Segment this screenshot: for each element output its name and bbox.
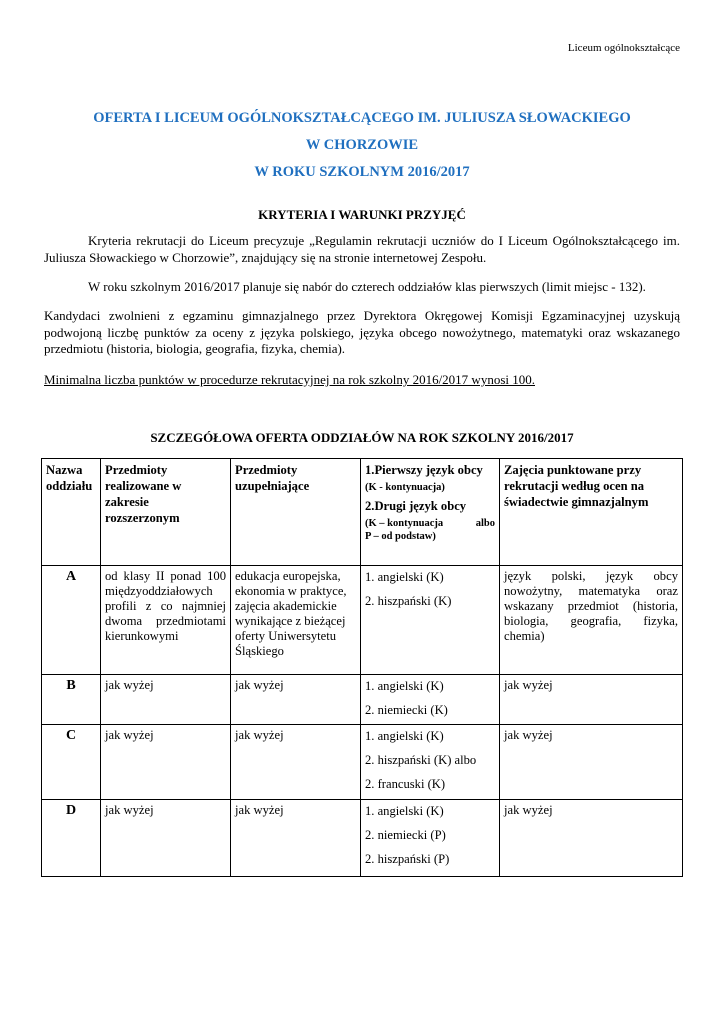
- header-lang2: 2.Drugi język obcy: [365, 499, 467, 513]
- row-name: A: [42, 566, 101, 675]
- table-row: [42, 675, 683, 725]
- language-item: 2. niemiecki (P): [365, 828, 446, 842]
- language-item: 1. angielski (K): [365, 570, 444, 584]
- table-header-row: [42, 459, 683, 566]
- row-scored: jak wyżej: [500, 800, 683, 877]
- row-extended: jak wyżej: [101, 725, 231, 800]
- row-extended: jak wyżej: [101, 800, 231, 877]
- header-lang2-note-a: (K – kontynuacja: [365, 518, 444, 529]
- table-row: [42, 800, 683, 877]
- document-title-line-3: W ROKU SZKOLNYM 2016/2017: [254, 164, 470, 180]
- row-name: C: [42, 725, 101, 800]
- row-supplementary: jak wyżej: [231, 675, 361, 725]
- row-supplementary: edukacja europejska, ekonomia w praktyce, zajęcia akademickie wynikające z bieżącej oferty Uniwersytetu Śląskiego: [231, 566, 361, 675]
- document-title-line-2: W CHORZOWIE: [305, 137, 419, 153]
- language-item: 2. francuski (K): [365, 777, 446, 791]
- running-header: Liceum ogólnokształcące: [567, 42, 680, 54]
- header-lang2-note: [365, 517, 495, 530]
- header-languages: [361, 459, 500, 566]
- row-scored: jak wyżej: [500, 675, 683, 725]
- language-item: 2. niemiecki (K): [365, 703, 448, 717]
- header-extended: Przedmioty realizowane w zakresie rozszerzonym: [101, 459, 231, 566]
- header-lang2-note-c: P – od podstaw): [365, 531, 436, 542]
- row-languages: [361, 566, 500, 675]
- language-item: 1. angielski (K): [365, 729, 444, 743]
- table-row: [42, 566, 683, 675]
- header-lang1: 1.Pierwszy język obcy: [365, 463, 483, 477]
- minimum-points-note: Minimalna liczba punktów w procedurze rekrutacyjnej na rok szkolny 2016/2017 wynosi 100.: [44, 372, 535, 387]
- row-languages: [361, 725, 500, 800]
- criteria-paragraph-3: Kandydaci zwolnieni z egzaminu gimnazjalnego przez Dyrektora Okręgowej Komisji Egzaminacyjnej uzyskują podwojoną liczbę punktów za oceny z języka polskiego, języka obcego nowożytnego, matematyki oraz wskazanego przedmiotu (historia, biologia, geografia, fizyka, chemia).: [44, 308, 680, 356]
- language-item: 1. angielski (K): [365, 804, 444, 818]
- language-item: 1. angielski (K): [365, 679, 444, 693]
- document-title-line-1: OFERTA I LICEUM OGÓLNOKSZTAŁCĄCEGO IM. JULIUSZA SŁOWACKIEGO: [93, 110, 631, 126]
- row-scored: jak wyżej: [500, 725, 683, 800]
- offer-table: [41, 458, 683, 877]
- language-item: 2. hiszpański (P): [365, 852, 450, 866]
- header-lang1-note: (K - kontynuacja): [365, 482, 445, 493]
- row-supplementary: jak wyżej: [231, 725, 361, 800]
- language-item: 2. hiszpański (K): [365, 594, 452, 608]
- row-extended: od klasy II ponad 100 międzyoddziałowych profili z co najmniej dwoma przedmiotami kierunkowymi: [101, 566, 231, 675]
- offer-heading: SZCZEGÓŁOWA OFERTA ODDZIAŁÓW NA ROK SZKOLNY 2016/2017: [150, 430, 574, 445]
- row-languages: [361, 675, 500, 725]
- header-scored: Zajęcia punktowane przy rekrutacji według ocen na świadectwie gimnazjalnym: [500, 459, 683, 566]
- language-item: 2. hiszpański (K) albo: [365, 753, 477, 767]
- row-languages: [361, 800, 500, 877]
- row-name: B: [42, 675, 101, 725]
- criteria-paragraph-1: Kryteria rekrutacji do Liceum precyzuje „Regulamin rekrutacji uczniów do I Liceum Ogólnokształcącego im. Juliusza Słowackiego w Chorzowie”, znajdujący się na stronie internetowej Zespołu.: [44, 233, 680, 265]
- table-row: [42, 725, 683, 800]
- criteria-paragraph-2: W roku szkolnym 2016/2017 planuje się nabór do czterech oddziałów klas pierwszych (limit miejsc - 132).: [88, 279, 646, 294]
- header-lang2-note-b: albo: [475, 518, 495, 529]
- row-extended: jak wyżej: [101, 675, 231, 725]
- row-name: D: [42, 800, 101, 877]
- header-name: Nazwa oddziału: [42, 459, 101, 566]
- header-supplementary: Przedmioty uzupełniające: [231, 459, 361, 566]
- row-scored: język polski, język obcy nowożytny, matematyka oraz wskazany przedmiot (historia, biologia, geografia, fizyka, chemia): [500, 566, 683, 675]
- criteria-heading: KRYTERIA I WARUNKI PRZYJĘĆ: [258, 207, 466, 222]
- row-supplementary: jak wyżej: [231, 800, 361, 877]
